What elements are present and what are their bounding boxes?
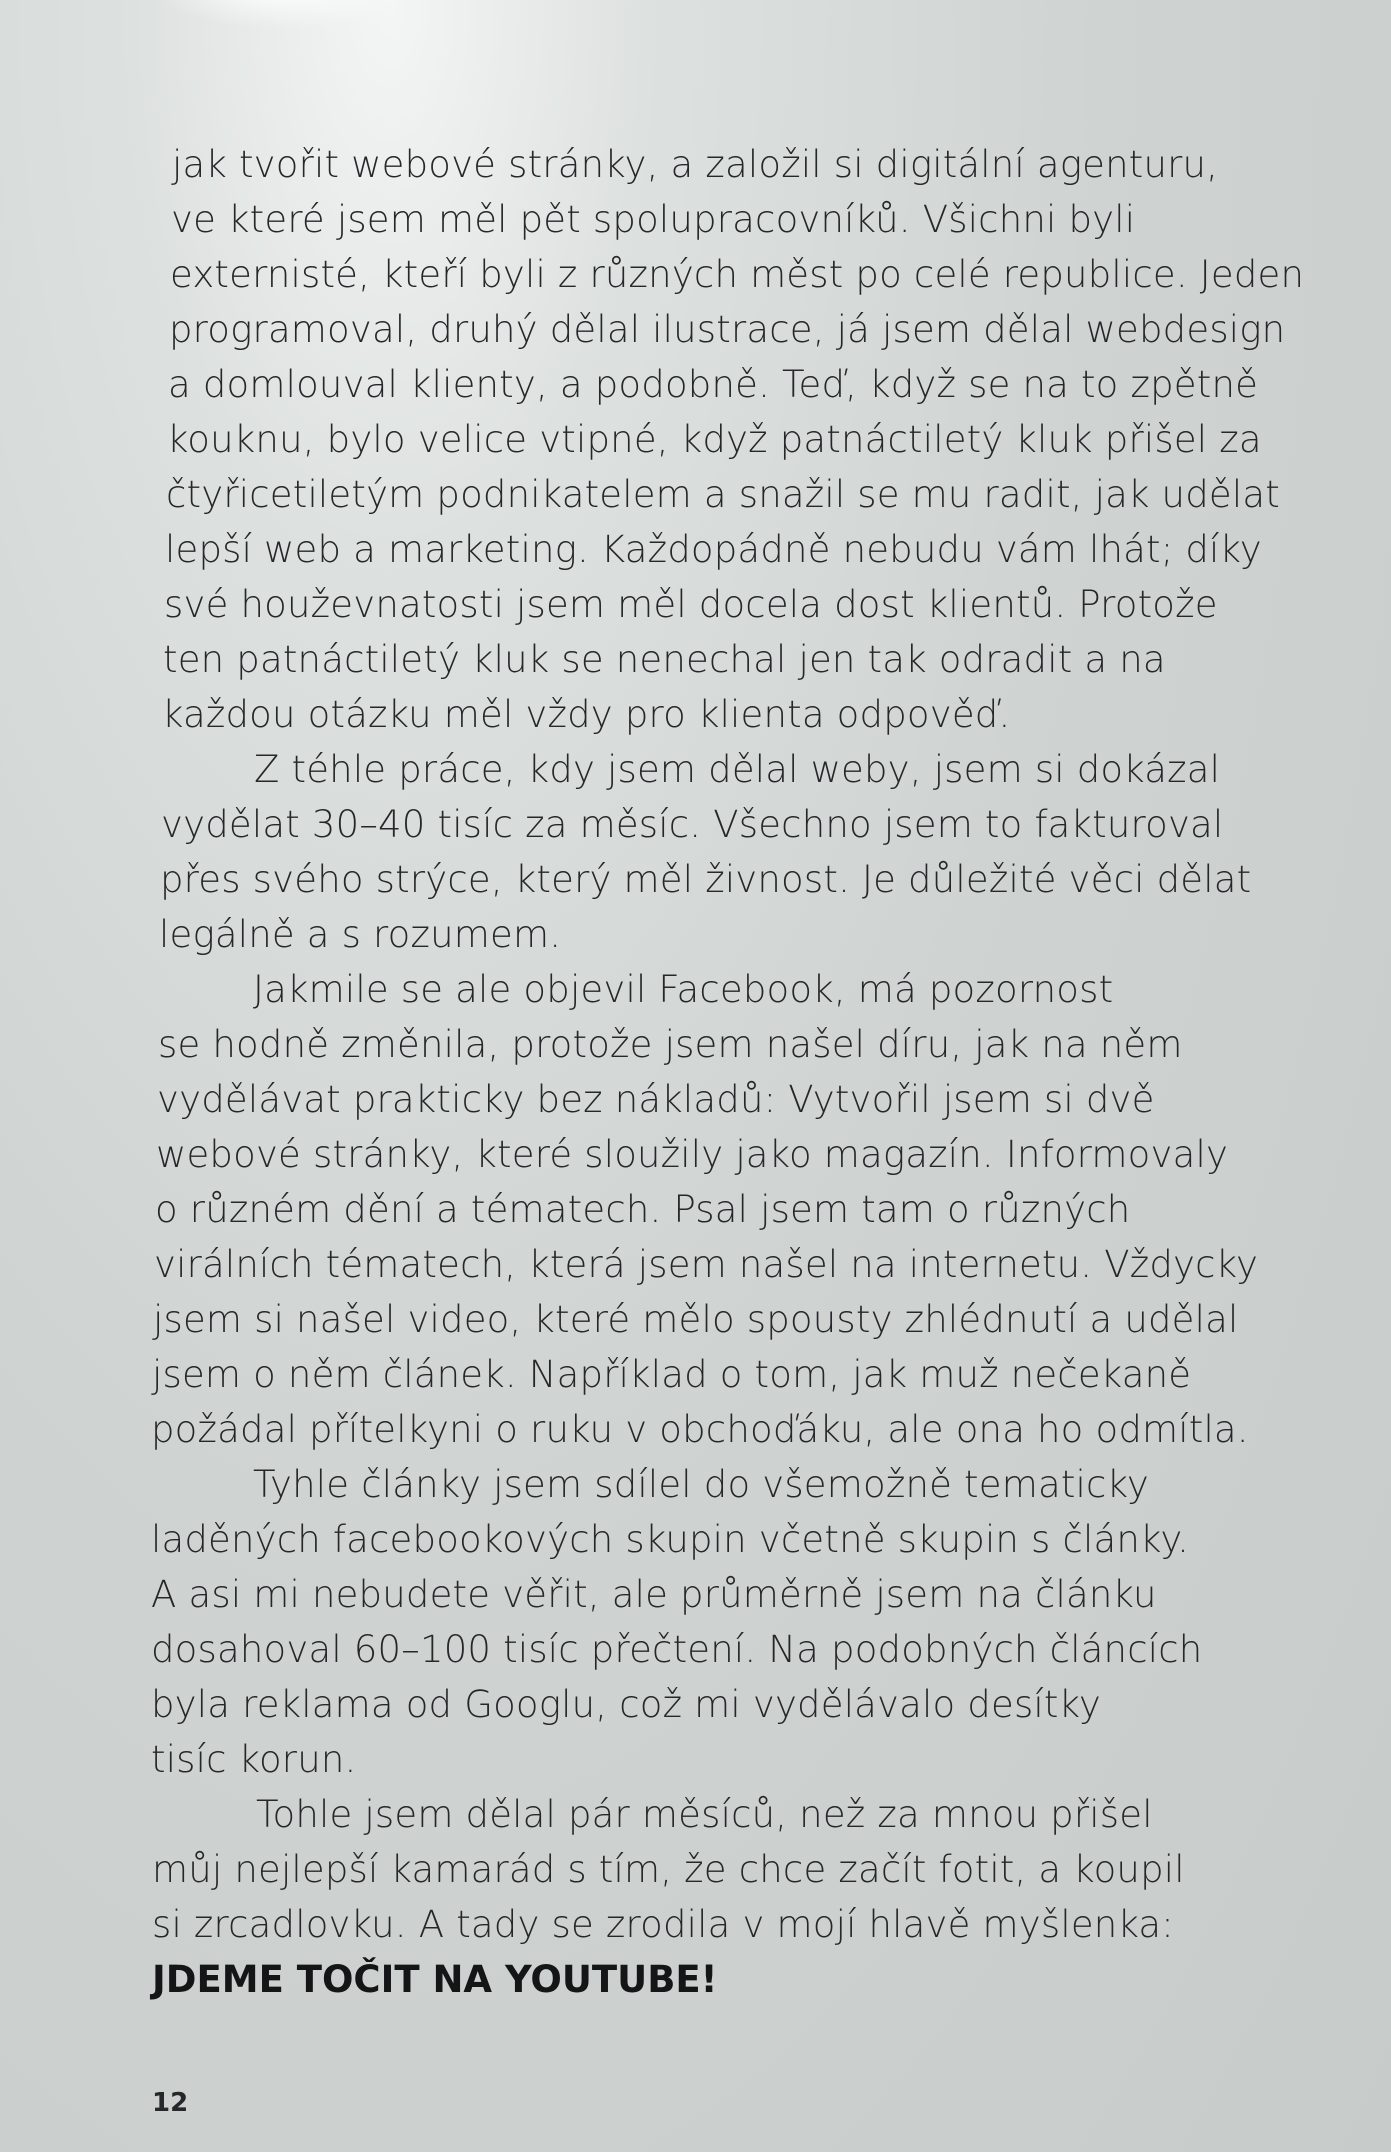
text-line: každou otázku měl vždy pro klienta odpověď. <box>162 693 1011 736</box>
text-line: se hodně změnila, protože jsem našel díru, jak na něm <box>158 1023 1183 1066</box>
text-line: si zrcadlovku. A tady se zrodila v mojí hlavě myšlenka: <box>152 1903 1174 1946</box>
text-line: programoval, druhý dělal ilustrace, já jsem dělal webdesign <box>169 308 1286 351</box>
text-line: lepší web a marketing. Každopádně nebudu vám lhát; díky <box>165 528 1262 571</box>
text-line: virálních tématech, která jsem našel na internetu. Vždycky <box>154 1243 1259 1286</box>
text-line: kouknu, bylo velice vtipné, když patnáctiletý kluk přišel za <box>167 418 1262 461</box>
text-line: vydělat 30–40 tisíc za měsíc. Všechno jsem to fakturoval <box>161 803 1224 846</box>
text-line: požádal přítelkyni o ruku v obchoďáku, ale ona ho odmítla. <box>151 1408 1249 1451</box>
text-line: ten patnáctiletý kluk se nenechal jen tak odradit a na <box>163 638 1166 681</box>
text-line: webové stránky, které sloužily jako magazín. Informovaly <box>156 1133 1229 1176</box>
text-line: legálně a s rozumem. <box>159 913 562 956</box>
paragraph-start-line: Jakmile se ale objevil Facebook, má pozornost <box>253 968 1114 1011</box>
text-line: dosahoval 60–100 tisíc přečtení. Na podobných článcích <box>151 1628 1203 1671</box>
page-number: 12 <box>152 2088 189 2118</box>
text-line: externisté, kteří byli z různých měst po celé republice. Jeden <box>170 253 1305 296</box>
text-line: jsem si našel video, které mělo spousty zhlédnutí a udělal <box>153 1298 1239 1341</box>
text-line: můj nejlepší kamarád s tím, že chce začít fotit, a koupil <box>152 1848 1185 1891</box>
text-line: čtyřicetiletým podnikatelem a snažil se mu radit, jak udělat <box>166 473 1280 516</box>
text-line: své houževnatosti jsem měl docela dost klientů. Protože <box>164 583 1218 626</box>
paragraph-start-line: Z téhle práce, kdy jsem dělal weby, jsem si dokázal <box>254 748 1221 791</box>
text-line: laděných facebookových skupin včetně skupin s články. <box>151 1518 1190 1561</box>
text-line: jsem o něm článek. Například o tom, jak muž nečekaně <box>152 1353 1192 1396</box>
text-line: jak tvořit webové stránky, a založil si digitální agenturu, <box>172 143 1219 186</box>
text-line: přes svého strýce, který měl živnost. Je důležité věci dělat <box>160 858 1252 901</box>
text-line: o různém dění a tématech. Psal jsem tam o různých <box>155 1188 1131 1231</box>
paragraph-start-line: Tohle jsem dělal pár měsíců, než za mnou přišel <box>256 1793 1153 1836</box>
text-line: tisíc korun. <box>151 1738 357 1781</box>
text-line: a domlouval klienty, a podobně. Teď, když se na to zpětně <box>168 363 1259 406</box>
paragraph-start-line: Tyhle články jsem sdílel do všemožně tematicky <box>253 1463 1149 1506</box>
text-line: vydělávat prakticky bez nákladů: Vytvořil jsem si dvě <box>157 1078 1155 1121</box>
text-line: ve které jsem měl pět spolupracovníků. Všichni byli <box>171 198 1136 241</box>
closing-bold-line: JDEME TOČIT NA YOUTUBE! <box>152 1958 718 2001</box>
text-line: A asi mi nebudete věřit, ale průměrně jsem na článku <box>151 1573 1157 1616</box>
text-line: byla reklama od Googlu, což mi vydělávalo desítky <box>151 1683 1102 1726</box>
